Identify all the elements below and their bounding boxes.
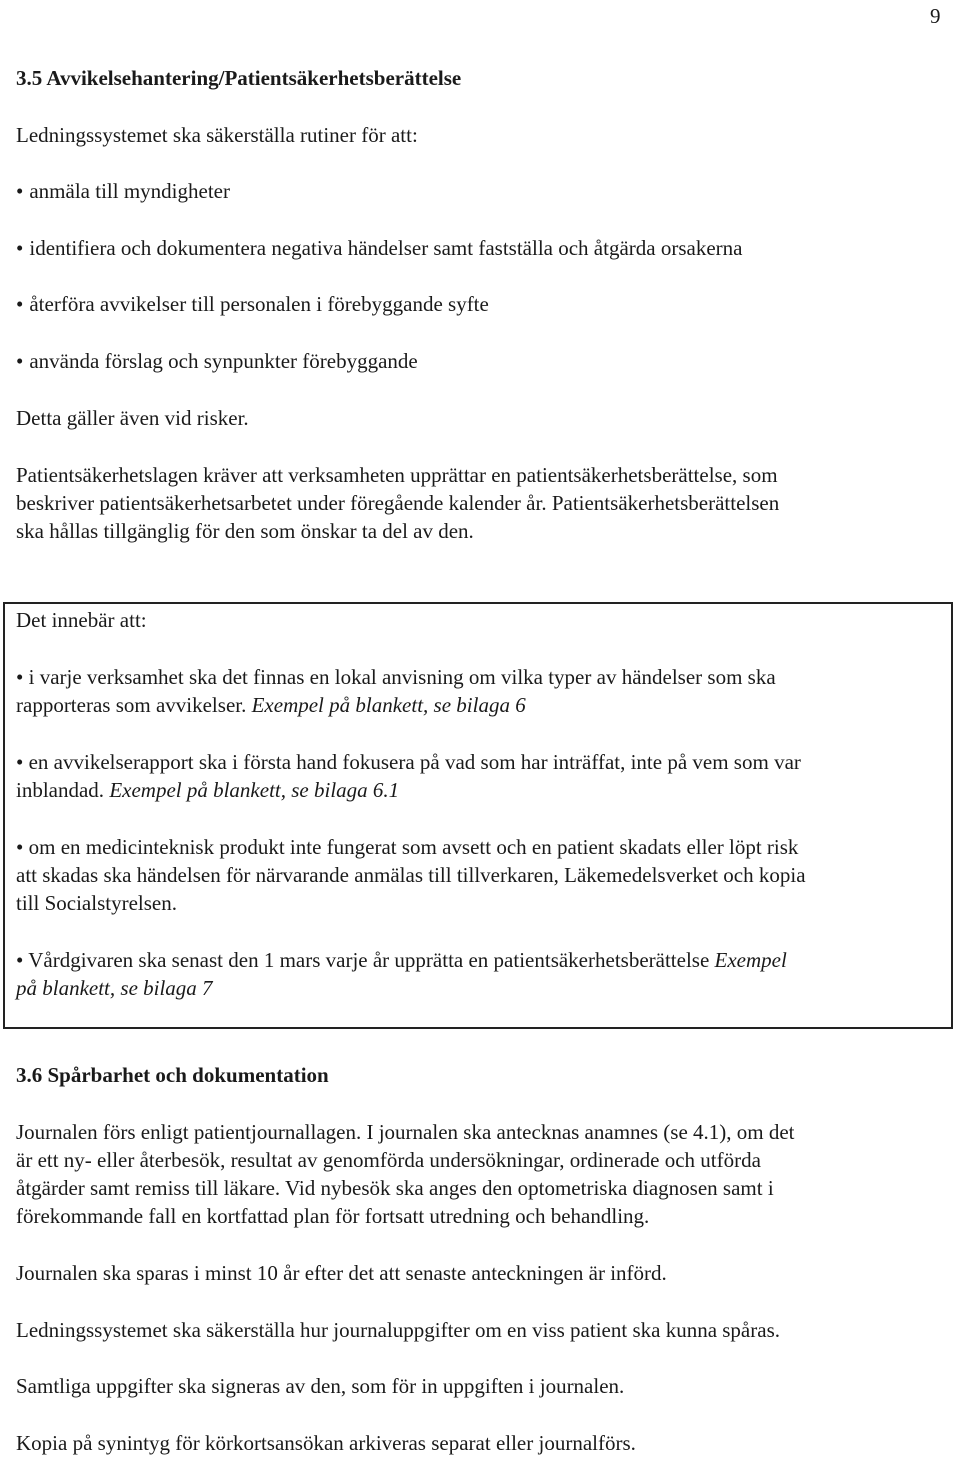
law-paragraph-line: Patientsäkerhetslagen kräver att verksamheten upprättar en patientsäkerhetsberättelse, som	[16, 463, 778, 487]
journal-paragraph-line: är ett ny- eller återbesök, resultat av genomförda undersökningar, ordinerade och utförda	[16, 1148, 761, 1172]
journal-paragraph-line: Journalen förs enligt patientjournallagen. I journalen ska antecknas anamnes (se 4.1), om det	[16, 1120, 795, 1144]
callout-item-continuation	[16, 776, 936, 804]
list-item-text: anmäla till myndigheter	[29, 179, 230, 203]
section-heading-3-5: 3.5 Avvikelsehantering/Patientsäkerhetsberättelse	[16, 66, 462, 90]
list-item	[16, 177, 946, 205]
retention-paragraph: Journalen ska sparas i minst 10 år efter det att senaste anteckningen är införd.	[16, 1261, 667, 1285]
attachment-reference: Exempel på blankett, se bilaga 6	[251, 693, 526, 717]
callout-item-text: Vårdgivaren ska senast den 1 mars varje år upprätta en patientsäkerhetsberättelse	[28, 948, 715, 972]
list-item	[16, 347, 946, 375]
list-item-text: använda förslag och synpunkter förebyggande	[29, 349, 418, 373]
law-paragraph-line: ska hållas tillgänglig för den som önskar ta del av den.	[16, 519, 474, 543]
list-item	[16, 290, 946, 318]
bullet-icon: •	[16, 179, 24, 203]
list-item	[16, 234, 946, 262]
archive-paragraph: Kopia på synintyg för körkortsansökan arkiveras separat eller journalförs.	[16, 1431, 636, 1455]
section-intro: Ledningssystemet ska säkerställa rutiner för att:	[16, 123, 418, 147]
bullet-icon: •	[16, 292, 24, 316]
callout-item-text: om en medicinteknisk produkt inte fungerat som avsett och en patient skadats eller löpt risk	[28, 835, 799, 859]
bullet-icon: •	[16, 665, 29, 689]
list-item-text: identifiera och dokumentera negativa händelser samt fastställa och åtgärda orsakerna	[29, 236, 743, 260]
callout-item	[16, 833, 936, 861]
bullet-icon: •	[16, 349, 24, 373]
callout-item-continuation: till Socialstyrelsen.	[16, 891, 177, 915]
bullet-icon: •	[16, 750, 29, 774]
list-item-text: återföra avvikelser till personalen i förebyggande syfte	[29, 292, 489, 316]
bullet-icon: •	[16, 948, 29, 972]
callout-item-text: i varje verksamhet ska det finnas en lokal anvisning om vilka typer av händelser som ska	[28, 665, 776, 689]
callout-item-text: rapporteras som avvikelser.	[16, 693, 252, 717]
callout-lead: Det innebär att:	[16, 608, 147, 632]
section-heading-3-6: 3.6 Spårbarhet och dokumentation	[16, 1063, 329, 1087]
callout-box	[3, 602, 953, 1029]
attachment-reference: på blankett, se bilaga 7	[16, 976, 213, 1000]
law-paragraph-line: beskriver patientsäkerhetsarbetet under föregående kalender år. Patientsäkerhetsberättelsen	[16, 491, 780, 515]
page-number: 9	[930, 4, 941, 28]
risk-note: Detta gäller även vid risker.	[16, 406, 249, 430]
callout-item-continuation	[16, 691, 936, 719]
callout-item	[16, 748, 936, 776]
attachment-reference: Exempel	[714, 948, 787, 972]
callout-item-text: en avvikelserapport ska i första hand fokusera på vad som har inträffat, inte på vem som var	[28, 750, 801, 774]
callout-item-text: inblandad.	[16, 778, 110, 802]
callout-item	[16, 663, 936, 691]
callout-item	[16, 946, 936, 974]
journal-paragraph-line: förekommande fall en kortfattad plan för fortsatt utredning och behandling.	[16, 1204, 650, 1228]
callout-item-continuation: att skadas ska händelsen för närvarande anmälas till tillverkaren, Läkemedelsverket och kopia	[16, 863, 806, 887]
bullet-icon: •	[16, 835, 29, 859]
signature-paragraph: Samtliga uppgifter ska signeras av den, som för in uppgiften i journalen.	[16, 1374, 625, 1398]
journal-paragraph-line: åtgärder samt remiss till läkare. Vid nybesök ska anges den optometriska diagnosen samt i	[16, 1176, 774, 1200]
traceability-paragraph: Ledningssystemet ska säkerställa hur journaluppgifter om en viss patient ska kunna spåras.	[16, 1318, 780, 1342]
bullet-icon: •	[16, 236, 24, 260]
attachment-reference: Exempel på blankett, se bilaga 6.1	[109, 778, 400, 802]
